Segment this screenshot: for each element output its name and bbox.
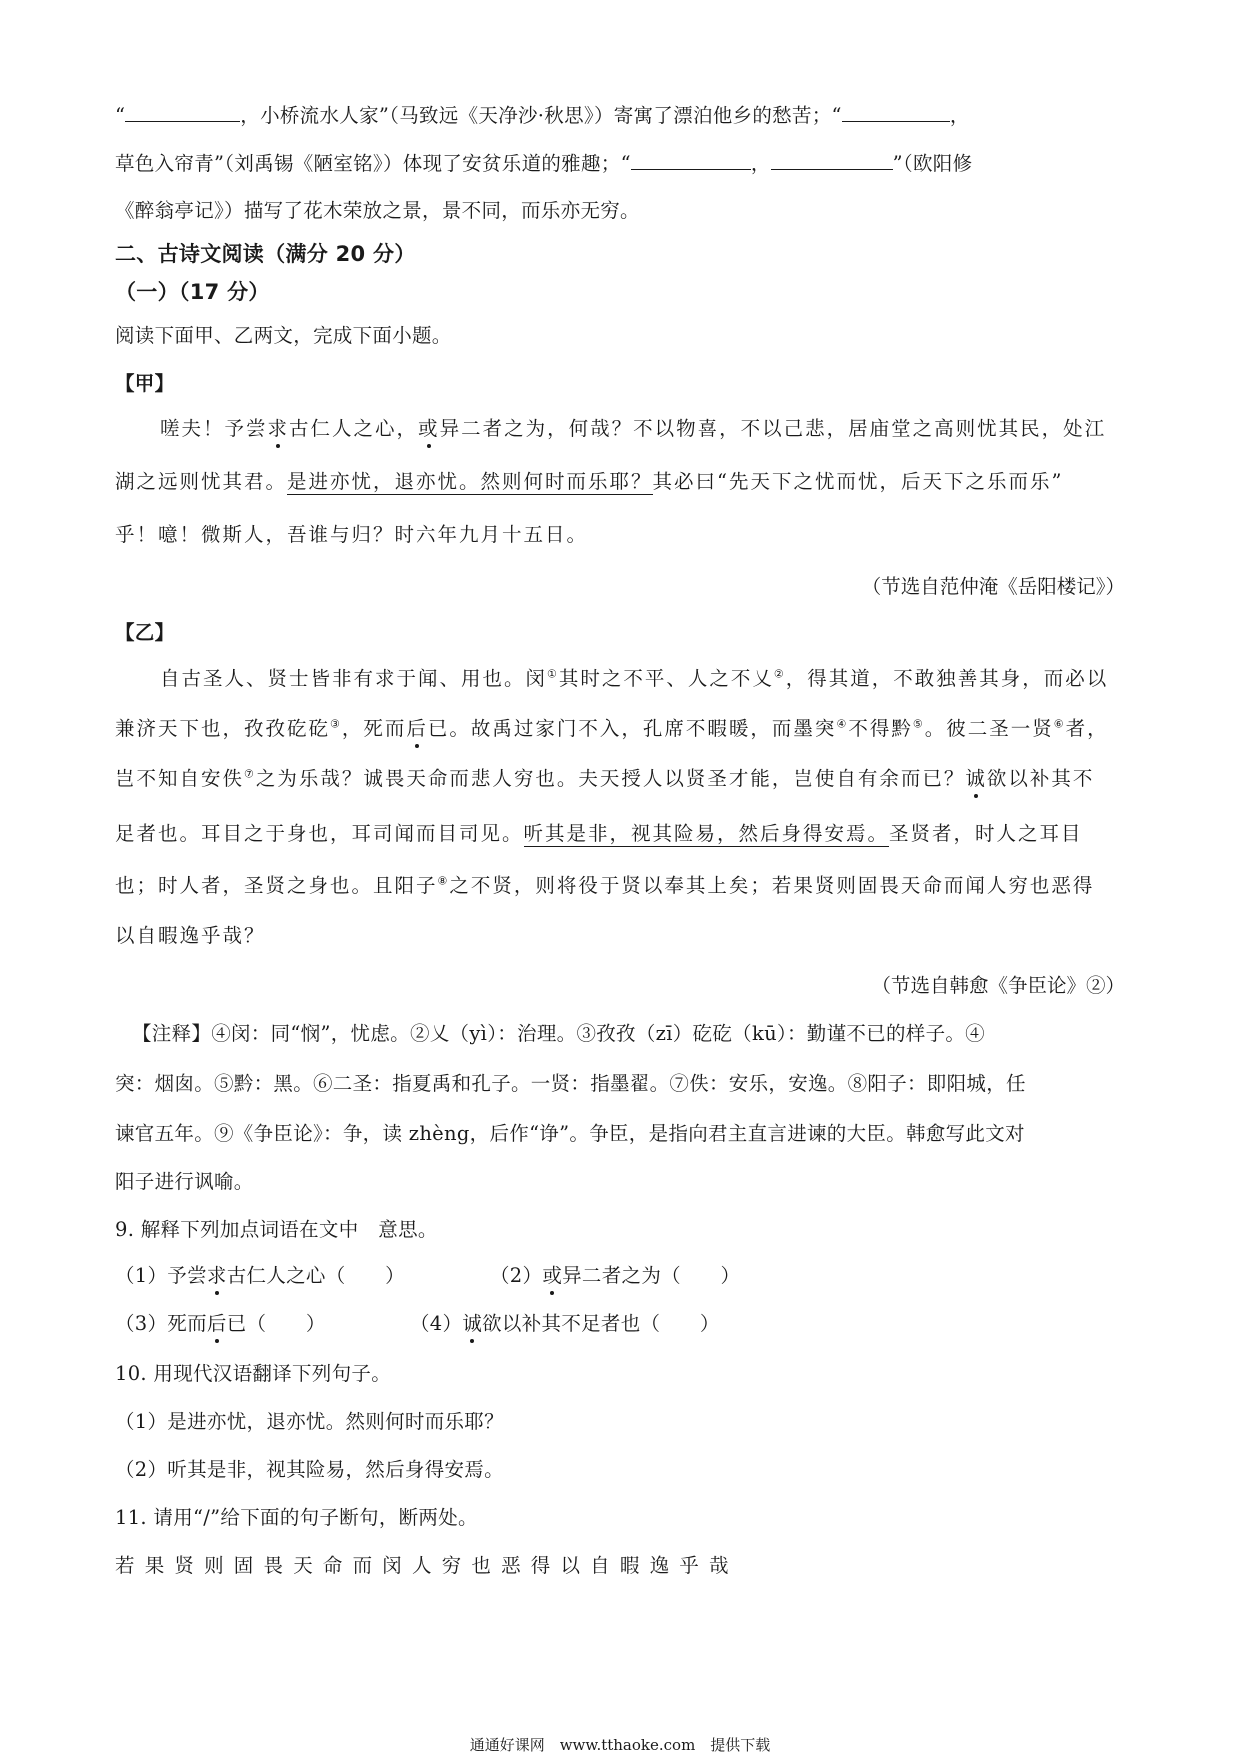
- note-marker: ③: [330, 717, 342, 731]
- notes-line-4: 阳子进行讽喻。: [115, 1170, 254, 1193]
- blank-1[interactable]: [125, 103, 240, 122]
- text: 也；时人者，圣贤之身也。且阳子: [115, 874, 438, 897]
- fill-text: ，: [949, 104, 970, 127]
- q9-item-4: [410, 1308, 720, 1336]
- fill-text: 草色入帘青”（刘禹锡《陋室铭》）体现了安贫乐道的雅趣；“: [115, 152, 631, 175]
- jia-line-2: [115, 466, 1063, 494]
- q9-item-1: [115, 1260, 405, 1288]
- text: 已。故禹过家门不入，孔席不暇暖，而墨突: [427, 717, 837, 740]
- text: 湖之远则忧其君。: [115, 470, 288, 493]
- jia-line-3: 乎！噫！微斯人，吾谁与归？时六年九月十五日。: [115, 523, 589, 546]
- text: 之为乐哉？诚畏天命而悲人穷也。夫天授人以贤圣才能，岂使自有余而已？: [255, 767, 966, 790]
- answer-slot[interactable]: 异二者之为（ ）: [562, 1264, 741, 1287]
- q10-title: 10. 用现代汉语翻译下列句子。: [115, 1362, 392, 1385]
- text: 者，: [1065, 717, 1109, 740]
- q9-title: 9. 解释下列加点词语在文中 意思。: [115, 1218, 438, 1241]
- jia-line-1: [160, 413, 1106, 441]
- dotted-word: 求: [267, 417, 290, 440]
- q10-item-2: （2）听其是非，视其险易，然后身得安焉。: [115, 1458, 504, 1481]
- text: 嗟夫！予尝: [160, 417, 268, 440]
- answer-slot[interactable]: 已（ ）: [226, 1312, 326, 1335]
- fill-line-1: [115, 100, 970, 128]
- note-marker: ⑧: [437, 874, 450, 888]
- text: 其必曰“先天下之忧而忧，后天下之乐而乐”: [652, 470, 1064, 493]
- q11-sentence: 若 果 贤 则 固 畏 天 命 而 闵 人 穷 也 恶 得 以 自 暇 逸 乎 哉: [115, 1554, 731, 1577]
- q10-item-1: （1）是进亦忧，退亦忧。然则何时而乐耶？: [115, 1410, 504, 1433]
- yi-line-1: [160, 663, 1108, 691]
- yi-line-5: [115, 870, 1094, 898]
- blank-3[interactable]: [631, 151, 751, 170]
- text: 不得黔: [848, 717, 913, 740]
- blank-2[interactable]: [842, 103, 950, 122]
- dotted-word: 诚: [965, 767, 987, 790]
- yi-line-6: 以自暇逸乎哉？: [115, 924, 266, 947]
- notes-line-1: 【注释】④闵：同“悯”，忧虑。②乂（yì）：治理。③孜孜（zī）矻矻（kū）：勤谨不已的样子。④: [132, 1022, 985, 1045]
- q11-title: 11. 请用“/”给下面的句子断句，断两处。: [115, 1506, 478, 1529]
- text: ，得其道，不敢独善其身，而必以: [785, 667, 1109, 690]
- text: 古仁人之心，: [289, 417, 419, 440]
- note-marker: ①: [547, 667, 559, 681]
- text: 兼济天下也，孜孜矻矻: [115, 717, 331, 740]
- underlined-sentence: 是进亦忧，退亦忧。然则何时而乐耶？: [287, 470, 653, 493]
- yi-source: （节选自韩愈《争臣论》②）: [871, 974, 1125, 997]
- dotted-word: 或: [542, 1264, 563, 1287]
- notes-line-3: 谏官五年。⑨《争臣论》：争，读 zhèng，后作“诤”。争臣，是指向君主直言进谏的大臣。韩愈写此文对: [115, 1122, 1025, 1145]
- dotted-word: 或: [418, 417, 440, 440]
- text: （1）予尝: [115, 1264, 207, 1287]
- page-footer: 通通好课网 www.tthaoke.com 提供下载: [469, 1736, 771, 1754]
- text: 其时之不平、人之不乂: [558, 667, 774, 690]
- note-marker: ④: [836, 717, 849, 731]
- text: （3）死而: [115, 1312, 207, 1335]
- fill-text: ”（欧阳修: [892, 152, 973, 175]
- answer-slot[interactable]: 欲以补其不足者也（ ）: [482, 1312, 720, 1335]
- quote-open: “: [115, 104, 126, 127]
- yi-line-2: [115, 713, 1109, 741]
- text: 圣贤者，时人之耳目: [889, 822, 1083, 845]
- text: （4）: [410, 1312, 463, 1335]
- note-marker: ⑤: [912, 717, 925, 731]
- dotted-word: 后: [406, 717, 428, 740]
- yi-label: 【乙】: [115, 621, 175, 644]
- blank-4[interactable]: [771, 151, 893, 170]
- text: 自古圣人、贤士皆非有求于闻、用也。闵: [160, 667, 548, 690]
- dotted-word: 求: [206, 1264, 227, 1287]
- fill-text: ，: [750, 152, 771, 175]
- text: （2）: [490, 1264, 543, 1287]
- dotted-word: 诚: [462, 1312, 483, 1335]
- text: 足者也。耳目之于身也，耳司闻而目司见。: [115, 822, 524, 845]
- yi-line-4: [115, 818, 1083, 846]
- note-marker: ⑦: [244, 767, 256, 781]
- text: 欲以补其不: [986, 767, 1095, 790]
- note-marker: ⑥: [1053, 717, 1066, 731]
- q9-item-2: [490, 1260, 740, 1288]
- text: 岂不知自安佚: [115, 767, 245, 790]
- notes-line-2: 突：烟囱。⑤黔：黑。⑥二圣：指夏禹和孔子。一贤：指墨翟。⑦佚：安乐，安逸。⑧阳子：即阳城，任: [115, 1072, 1026, 1095]
- text: 。彼二圣一贤: [924, 717, 1054, 740]
- dotted-word: 后: [206, 1312, 227, 1335]
- fill-line-3: 《醉翁亭记》）描写了花木荣放之景，景不同，而乐亦无穷。: [115, 199, 640, 222]
- instruction: 阅读下面甲、乙两文，完成下面小题。: [115, 324, 452, 347]
- fill-text: ，小桥流水人家”（马致远《天净沙·秋思》）寄寓了漂泊他乡的愁苦；“: [240, 104, 842, 127]
- section-title: 二、古诗文阅读（满分 20 分）: [115, 242, 416, 266]
- note-marker: ②: [773, 667, 786, 681]
- underlined-sentence: 听其是非，视其险易，然后身得安焉。: [523, 822, 890, 845]
- yi-line-3: [115, 763, 1094, 791]
- text: 异二者之为，何哉？不以物喜，不以己悲，居庙堂之高则忧其民，处江: [439, 417, 1107, 440]
- jia-label: 【甲】: [115, 372, 175, 395]
- q9-item-3: [115, 1308, 326, 1336]
- fill-line-2: [115, 148, 972, 176]
- answer-slot[interactable]: 古仁人之心（ ）: [226, 1264, 405, 1287]
- text: ，死而: [341, 717, 407, 740]
- text: 之不贤，则将役于贤以奉其上矣；若果贤则固畏天命而闻人穷也恶得: [449, 874, 1095, 897]
- jia-source: （节选自范仲淹《岳阳楼记》）: [861, 575, 1125, 598]
- subsection-title: （一）（17 分）: [115, 280, 270, 304]
